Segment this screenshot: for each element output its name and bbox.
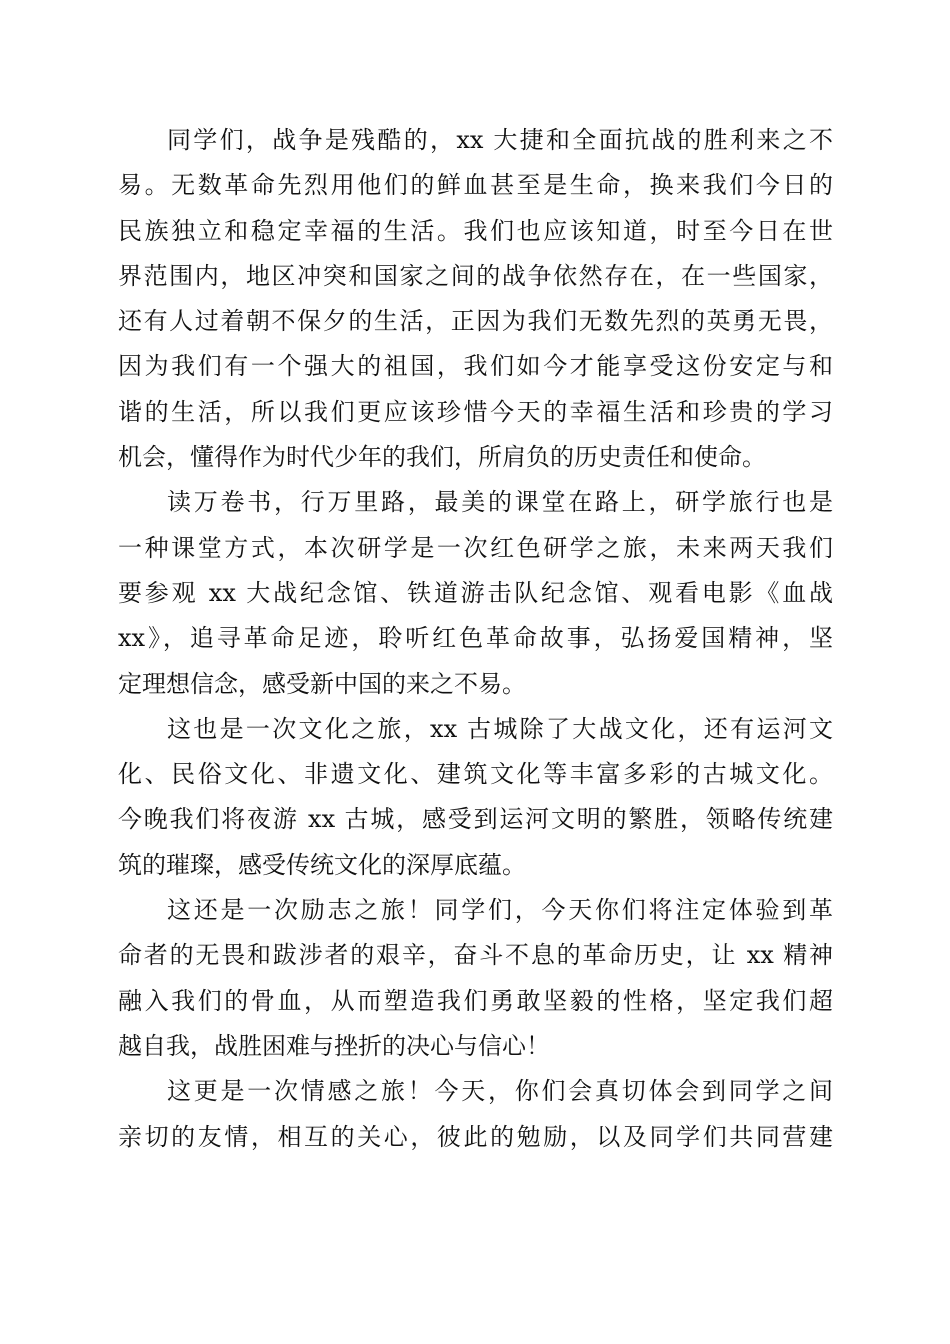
text-line: 这也是一次文化之旅，xx 古城除了大战文化，还有运河文 bbox=[167, 714, 833, 743]
paragraph-2 bbox=[118, 480, 833, 706]
text-line: 定理想信念，感受新中国的来之不易。 bbox=[118, 669, 526, 698]
text-line: 化、民俗文化、非遗文化、建筑文化等丰富多彩的古城文化。 bbox=[118, 760, 833, 789]
paragraph-3 bbox=[118, 707, 833, 888]
paragraph-5 bbox=[118, 1069, 833, 1160]
text-line: 还有人过着朝不保夕的生活，正因为我们无数先烈的英勇无畏， bbox=[118, 307, 833, 336]
text-line: xx》，追寻革命足迹，聆听红色革命故事，弘扬爱国精神，坚 bbox=[118, 624, 833, 653]
text-line: 一种课堂方式，本次研学是一次红色研学之旅，未来两天我们 bbox=[118, 533, 833, 562]
text-line: 要参观 xx 大战纪念馆、铁道游击队纪念馆、观看电影《血战 bbox=[118, 578, 833, 607]
text-line: 易。无数革命先烈用他们的鲜血甚至是生命，换来我们今日的 bbox=[118, 171, 833, 200]
text-line: 这还是一次励志之旅！同学们，今天你们将注定体验到革 bbox=[167, 896, 833, 925]
text-line: 界范围内，地区冲突和国家之间的战争依然存在，在一些国家， bbox=[118, 261, 833, 290]
text-line: 今晚我们将夜游 xx 古城，感受到运河文明的繁胜，领略传统建 bbox=[118, 805, 833, 834]
text-line: 同学们，战争是残酷的，xx 大捷和全面抗战的胜利来之不 bbox=[167, 126, 833, 154]
text-line: 谐的生活，所以我们更应该珍惜今天的幸福生活和珍贵的学习 bbox=[118, 397, 833, 426]
text-line: 机会，懂得作为时代少年的我们，所肩负的历史责任和使命。 bbox=[118, 443, 766, 472]
text-line: 越自我，战胜困难与挫折的决心与信心！ bbox=[118, 1031, 550, 1060]
paragraph-1 bbox=[118, 118, 833, 480]
document-body bbox=[118, 118, 833, 1160]
text-line: 这更是一次情感之旅！今天，你们会真切体会到同学之间 bbox=[167, 1077, 833, 1106]
paragraph-4 bbox=[118, 888, 833, 1069]
text-line: 筑的璀璨，感受传统文化的深厚底蕴。 bbox=[118, 850, 526, 879]
text-line: 读万卷书，行万里路，最美的课堂在路上，研学旅行也是 bbox=[167, 488, 833, 517]
text-line: 融入我们的骨血，从而塑造我们勇敢坚毅的性格，坚定我们超 bbox=[118, 986, 833, 1015]
text-line: 命者的无畏和跋涉者的艰辛，奋斗不息的革命历史，让 xx 精神 bbox=[118, 941, 833, 970]
text-line: 民族独立和稳定幸福的生活。我们也应该知道，时至今日在世 bbox=[118, 216, 833, 245]
text-line: 亲切的友情，相互的关心，彼此的勉励，以及同学们共同营建 bbox=[118, 1122, 833, 1151]
text-line: 因为我们有一个强大的祖国，我们如今才能享受这份安定与和 bbox=[118, 352, 833, 381]
